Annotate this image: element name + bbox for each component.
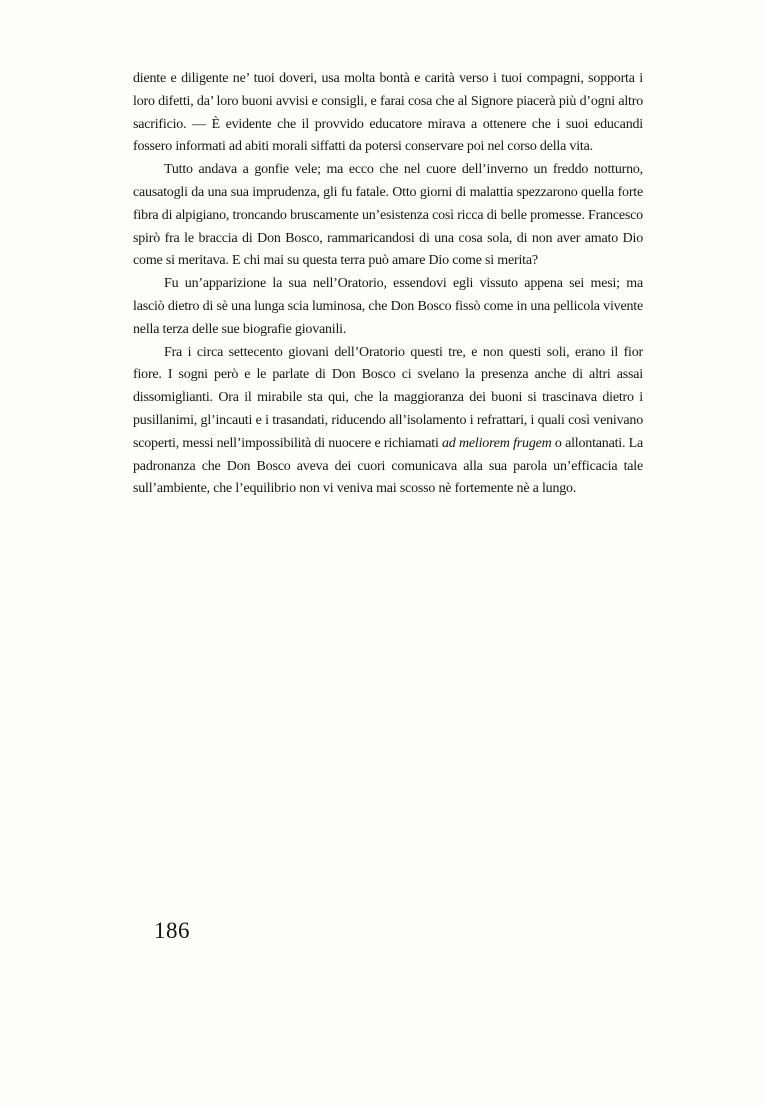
- text-segment: diente e diligente ne’ tuoi doveri, usa molta bontà e carità verso i tuoi compagni, sopporta i loro difetti, da’ loro buoni avvisi e consigli, e farai cosa che al Signore piacerà più d’ogni altro sacrificio. — È evidente che il provvido educatore mirava a ottenere che i suoi educandi fossero informati ad abiti morali siffatti da potersi conservare poi nel corso della vita.: [133, 71, 643, 155]
- text-segment: Fu un’apparizione la sua nell’Oratorio, essendovi egli vissuto appena sei mesi; ma lasciò dietro di sè una lunga scia luminosa, che Don Bosco fissò come in una pellicola vivente nella terza delle sue biografie giovanili.: [133, 276, 643, 337]
- text-segment: Fra i circa settecento giovani dell’Oratorio questi tre, e non questi soli, erano il fior fiore. I sogni però e le parlate di Don Bosco ci svelano la presenza anche di altri assai dissomiglianti. Ora il mirabile sta qui, che la maggioranza dei buoni si trascinava dietro i pusillanimi, gl’incauti e i trasandati, riducendo all’isolamento i refrattari, i quali così venivano scoperti, messi nell’impossibilità di nuocere e richiamati: [133, 344, 643, 451]
- paragraph: [133, 159, 643, 273]
- paragraph: [133, 68, 643, 159]
- text-segment: Tutto andava a gonfie vele; ma ecco che nel cuore dell’inverno un freddo notturno, causatogli da una sua imprudenza, gli fu fatale. Otto giorni di malattia spezzarono quella forte fibra di alpigiano, troncando bruscamente un’esistenza così ricca di belle promesse. Francesco spirò fra le braccia di Don Bosco, rammaricandosi di una cosa sola, di non aver amato Dio come si meritava. E chi mai su questa terra può amare Dio come si merita?: [133, 162, 643, 269]
- page-number: 186: [154, 918, 190, 943]
- text-segment: o allontanati. La padronanza che Don Bosco aveva dei cuori comunicava alla sua parola un’efficacia tale sull’ambiente, che l’equilibrio non vi veniva mai scosso nè fortemente nè a lungo.: [133, 435, 643, 497]
- paragraph: [133, 273, 643, 341]
- latin-phrase-italic: ad meliorem frugem: [442, 435, 552, 451]
- paragraph: [133, 342, 643, 502]
- page-text-block: [133, 68, 643, 501]
